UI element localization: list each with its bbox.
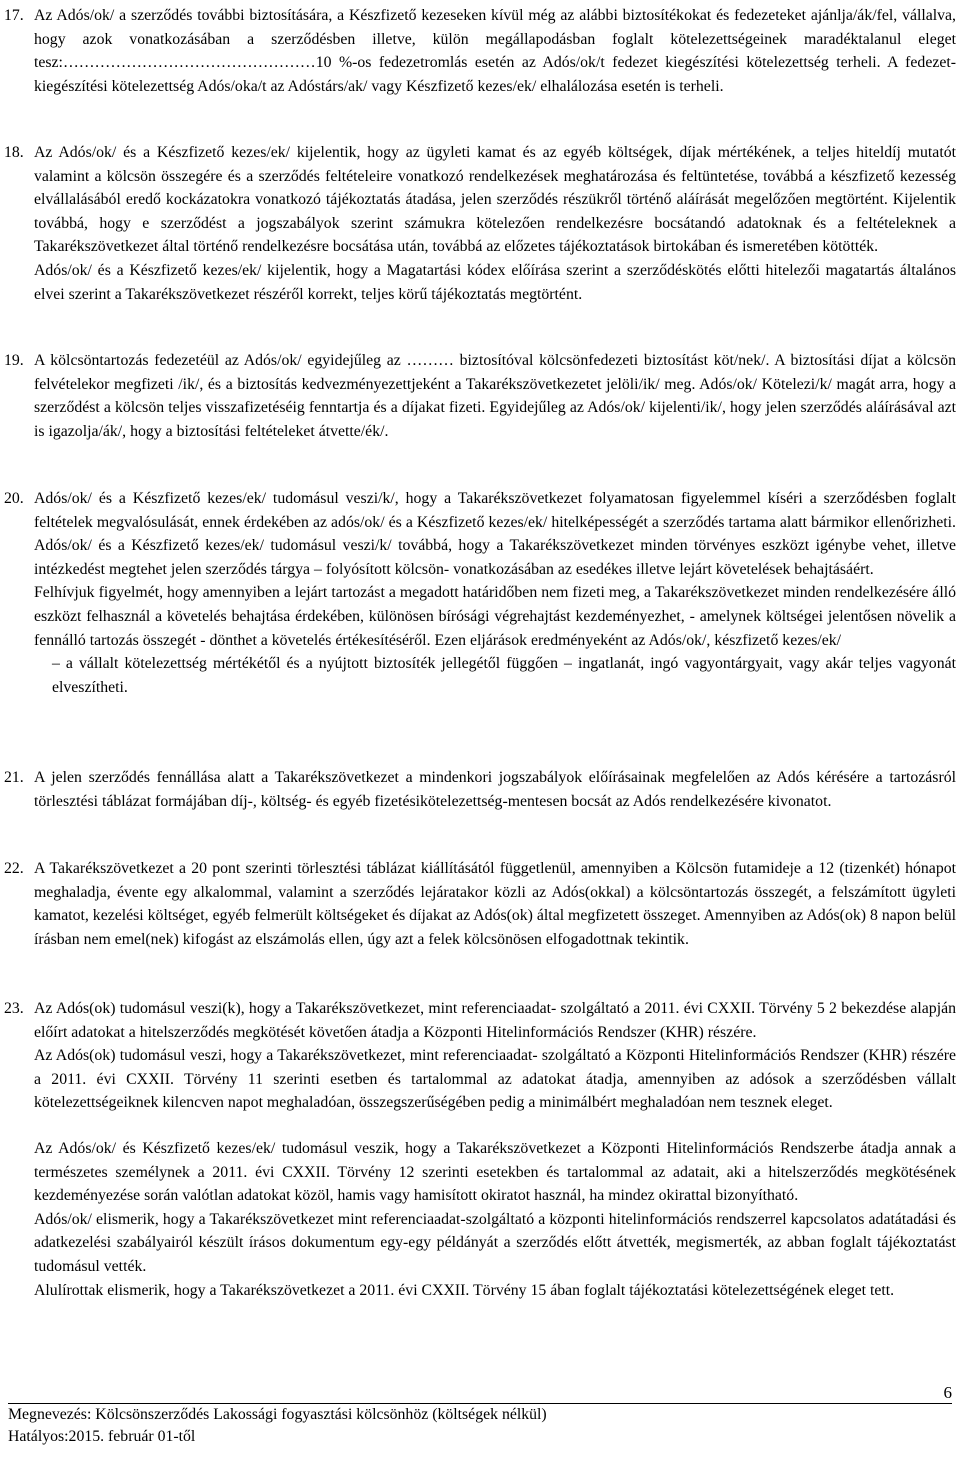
section-number: 22. (4, 860, 24, 877)
section-17 (4, 4, 956, 98)
section-18 (4, 141, 956, 306)
section-number: 21. (4, 769, 24, 786)
section-text: Adós/ok/ és a Készfizető kezes/ek/ tudomásul veszi/k/, hogy a Takarékszövetkezet folyamatosan figyelemmel kíséri a szerződésben foglalt feltételek megvalósulását, ennek érdekében az adós/ok/ és a Készfizető kezes/ek/ hitelképességét a szerződés tartama alatt bármikor ellenőrizheti. Adós/ok/ és a Készfizető kezes/ek/ tudomásul veszi/k/ továbbá, hogy a Takarékszövetkezet minden törvényes eszközt igénybe vehet, illetve intézkedést megtehet jelen szerződés tárgya – folyósított kölcsön- vonatkozásában az esedékes illetve lejárt követelések behajtásáért. (34, 490, 956, 578)
section-text-final-statement: Alulírottak elismerik, hogy a Takarékszövetkezet a 2011. évi CXXII. Törvény 15 ában foglalt tájékoztatási kötelezettségének eleget tett. (34, 1281, 895, 1299)
footer-title: Megnevezés: Kölcsönszerződés Lakossági fogyasztási kölcsönhöz (költségek nélkül) (8, 1406, 547, 1423)
section-text-dash-clause: – a vállalt kötelezettség mértékétől és a nyújtott biztosíték jellegétől függően – ingatlanát, ingó vagyontárgyait, vagy akár teljes vagyonát elveszítheti. (52, 655, 956, 696)
section-text-continued: Az Adós(ok) tudomásul veszi, hogy a Takarékszövetkezet, mint referenciaadat- szolgáltató a Központi Hitelinformációs Rendszer (KHR) részére a 2011. évi CXXII. Törvény 11 szerinti esetben és tartalommal az adatokat átadja, amennyiben az adósok a szerződésben vállalt kötelezettségeiknek kilencven napot meghaladóan, összegszerűségében pedig a minimálbért meghaladóan nem tesznek eleget. (34, 1047, 956, 1112)
section-text-acknowledgement: Adós/ok/ elismerik, hogy a Takarékszövetkezet mint referenciaadat-szolgáltató a központi hitelinformációs rendszerrel kapcsolatos adatátadási és adatkezelési szabályairól készült írásos dokumentum egy-egy példányát a szerződés előtt átvették, megismerték, az abban foglalt tájékoztatást tudomásul vették. (34, 1210, 956, 1275)
section-22 (4, 857, 956, 951)
section-number: 17. (4, 7, 24, 24)
section-23 (4, 997, 956, 1302)
section-text: A Takarékszövetkezet a 20 pont szerinti törlesztési táblázat kiállításától függetlenül, amennyiben a Kölcsön futamideje a 12 (tizenkét) hónapot meghaladja, évente egy alkalommal, valamint a szerződés lejáratakor közli az Adós(okkal) a kölcsöntartozás összegét, a felszámított ügyleti kamatot, kezelési költséget, egyéb felmerült költségeket és díjakat az Adós(ok) által megfizetett összeget. Amennyiben az Adós(ok) 8 napon belül írásban nem emel(nek) kifogást az elszámolás ellen, úgy azt a felek kölcsönösen elfogadottnak tekintik. (34, 860, 956, 948)
page-number: 6 (943, 1383, 952, 1402)
section-text-continued: Adós/ok/ és a Készfizető kezes/ek/ kijelentik, hogy a Magatartási kódex előírása szerint a szerződéskötés előtti hitelezői magatartás általános elvei szerint a Takarékszövetkezet részéről korrekt, teljes körű tájékoztatás megtörtént. (34, 261, 956, 303)
section-text-continued: Felhívjuk figyelmét, hogy amennyiben a lejárt tartozást a megadott határidőben nem fizeti meg, a Takarékszövetkezet minden rendelkezésére álló eszközt felhasznál a követelés behajtása érdekében, különösen bírósági végrehajtást kezdeményezhet, - amelynek költségei jelentősen növelik a fennálló tartozás összegét - dönthet a követelés értékesítéséről. Ezen eljárások eredményeként az Adós/ok/, készfizető kezes/ek/ (34, 584, 956, 649)
section-19 (4, 349, 956, 443)
section-21 (4, 766, 956, 813)
section-text: A jelen szerződés fennállása alatt a Takarékszövetkezet a mindenkori jogszabályok előírásainak megfelelően az Adós kérésére a tartozásról törlesztési táblázat formájában díj-, költség- és egyéb fizetésikötelezettség-mentesen bocsát az Adós rendelkezésére kivonatot. (34, 769, 956, 810)
section-number: 23. (4, 1000, 24, 1017)
section-text-khr-transfer: Az Adós/ok/ és Készfizető kezes/ek/ tudomásul veszik, hogy a Takarékszövetkezet a Központi Hitelinformációs Rendszerbe átadja annak a természetes személynek a 2011. évi CXXII. Törvény 12 szerinti esetekben és tartalommal az adatait, aki a hitelszerződés megkötésének kezdeményezése során valótlan adatokat közöl, hamis vagy hamisított okiratot használ, ha mindez okirattal bizonyítható. (34, 1139, 956, 1205)
section-text: Az Adós/ok/ a szerződés további biztosítására, a Készfizető kezeseken kívül még az alábbi biztosítékokat és fedezeteket ajánlja/ák/fel, vállalva, hogy azok vonatkozásában a szerződésben illetve, külön megállapodásban foglalt kötelezettségeinek maradéktalanul eleget tesz:…………………………………………10 %-os fedezetromlás esetén az Adós/ok/t fedezet kiegészítési kötelezettség terheli. A fedezet-kiegészítési kötelezettség Adós/oka/t az Adóstárs/ak/ vagy Készfizető kezes/ek/ elhalálozása esetén is terheli. (34, 7, 956, 95)
footer-effective-date: Hatályos:2015. február 01-től (8, 1428, 196, 1445)
section-text: Az Adós(ok) tudomásul veszi(k), hogy a Takarékszövetkezet, mint referenciaadat- szolgáltató a 2011. évi CXXII. Törvény 5 2 bekezdése alapján előírt adatokat a hitelszerződés megkötését követően átadja a Központi Hitelinformációs Rendszer (KHR) részére. (34, 1000, 956, 1041)
section-number: 19. (4, 352, 24, 369)
section-number: 18. (4, 144, 24, 161)
section-number: 20. (4, 490, 24, 507)
footer-divider (8, 1403, 952, 1404)
section-text: Az Adós/ok/ és a Készfizető kezes/ek/ kijelentik, hogy az ügyleti kamat és az egyéb költségek, díjak mértékének, a teljes hiteldíj mutatót valamint a kölcsön összegére és a szerződés feltételeire vonatkozó rendelkezések meghatározása és feltüntetése, továbbá a készfizető kezesség elvállalásából eredő kockázatokra vonatkozó tájékoztatás átadása, jelen szerződés részükről történő aláírását megelőzően megtörtént. Kijelentik továbbá, hogy e szerződést a jogszabályok szerint számukra kötelezően rendelkezésre bocsátandó adatoknak és a feltételeknek a Takarékszövetkezet által történő rendelkezésre bocsátása után, továbbá az előzetes tájékoztatások birtokában és ismeretében kötötték. (34, 144, 956, 256)
section-text: A kölcsöntartozás fedezetéül az Adós/ok/ egyidejűleg az ……… biztosítóval kölcsönfedezeti biztosítást köt/nek/. A biztosítási díjat a kölcsön felvételekor megfizeti /ik/, és a biztosítás kedvezményezettjeként a Takarékszövetkezetet jelöli/ik/ meg. Adós/ok/ Kötelezi/k/ magát arra, hogy a szerződést a kölcsön teljes visszafizetéséig fenntartja és a díjakat fizeti. Egyidejűleg az Adós/ok/ kijelenti/ik/, hogy jelen szerződés aláírásával azt is igazolja/ák/, hogy a biztosítási feltételeket átvette/ék/. (34, 352, 956, 440)
section-20 (4, 487, 956, 699)
